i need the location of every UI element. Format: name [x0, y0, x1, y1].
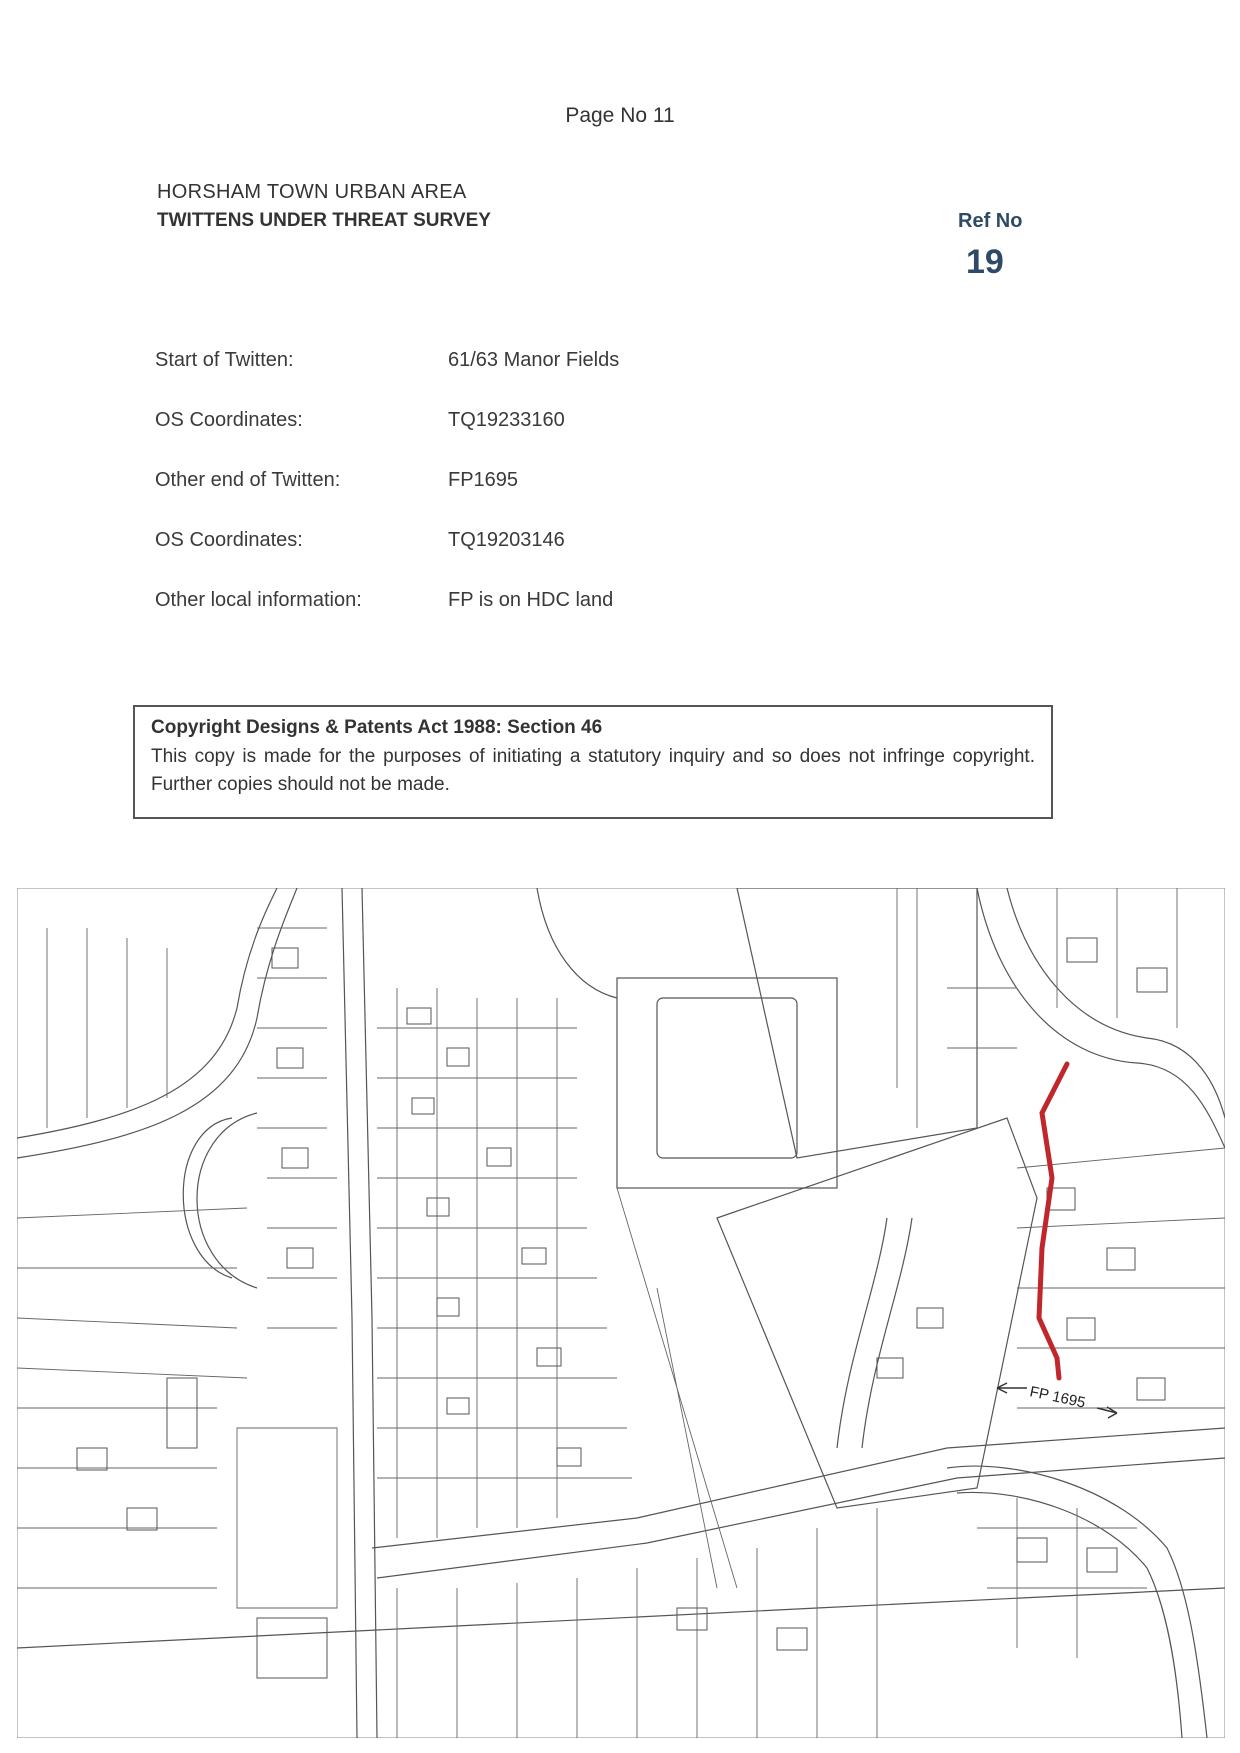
detail-value: 61/63 Manor Fields	[448, 349, 620, 371]
detail-label: Start of Twitten:	[155, 349, 294, 371]
footpath-label: FP 1695	[1028, 1383, 1087, 1412]
area-title: HORSHAM TOWN URBAN AREA	[157, 181, 467, 203]
page-number: Page No 11	[565, 104, 675, 127]
detail-label: OS Coordinates:	[155, 409, 303, 431]
detail-value: FP1695	[448, 469, 519, 491]
copyright-text: This copy is made for the purposes of initiating a statutory inquiry and so does not infringe copyright. Further copies should not be made.	[151, 746, 1035, 795]
detail-value: FP is on HDC land	[448, 589, 614, 611]
copyright-notice-box	[133, 705, 1053, 819]
detail-label: OS Coordinates:	[155, 529, 303, 551]
detail-label: Other local information:	[155, 589, 362, 611]
os-map-drawing	[17, 888, 1225, 1738]
ref-value: 19	[966, 243, 1004, 281]
os-map	[17, 888, 1225, 1738]
detail-value: TQ19203146	[448, 529, 565, 551]
detail-value: TQ19233160	[448, 409, 565, 431]
survey-title: TWITTENS UNDER THREAT SURVEY	[157, 210, 491, 231]
detail-label: Other end of Twitten:	[155, 469, 341, 491]
copyright-title: Copyright Designs & Patents Act 1988: Section 46	[151, 717, 603, 738]
ref-label: Ref No	[958, 210, 1023, 232]
